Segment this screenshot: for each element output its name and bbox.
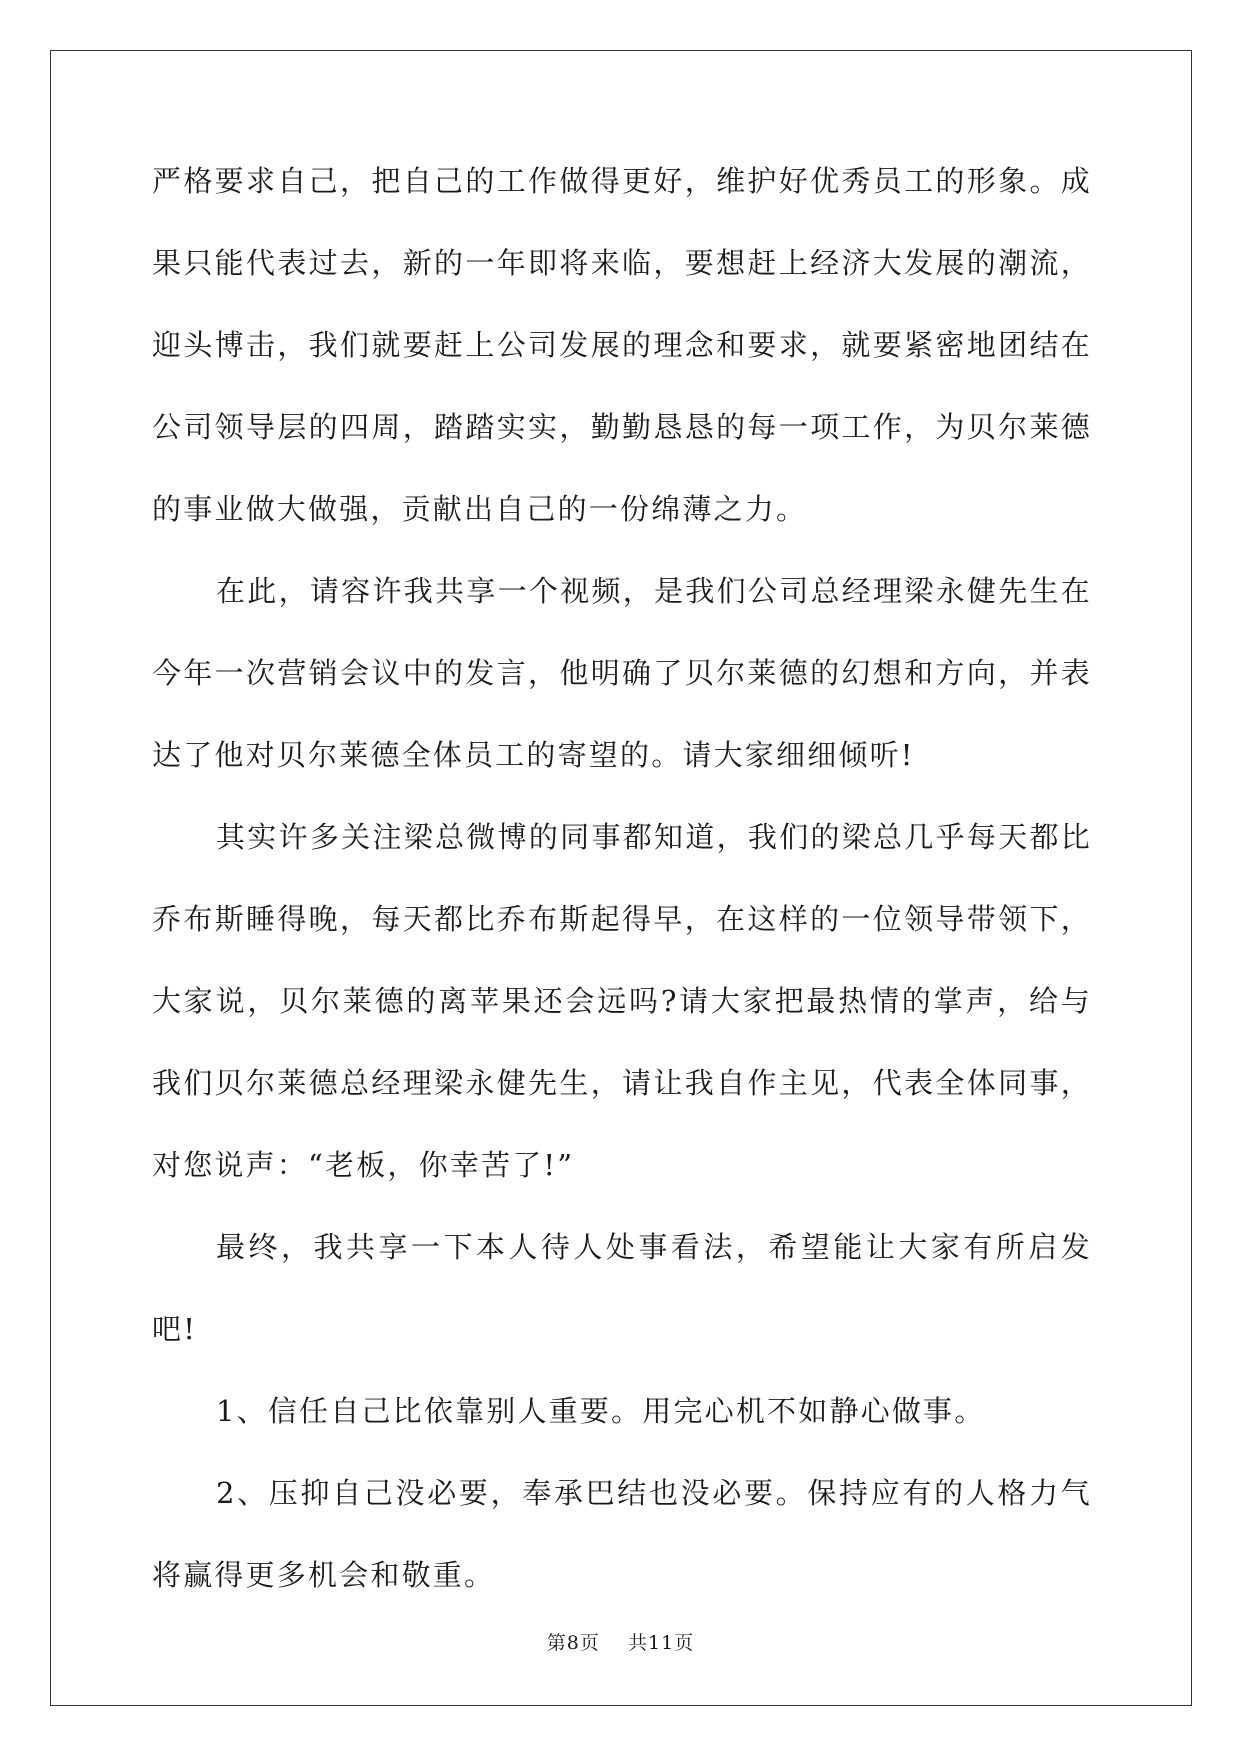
paragraph-1: 严格要求自己，把自己的工作做得更好，维护好优秀员工的形象。成果只能代表过去，新的一年即将来临，要想赶上经济大发展的潮流，迎头博击，我们就要赶上公司发展的理念和要求，就要紧密地团结在公司领导层的四周，踏踏实实，勤勤恳恳的每一项工作，为贝尔莱德的事业做大做强，贡献出自己的一份绵薄之力。 xyxy=(152,164,1092,526)
page-number: 第8页 xyxy=(546,1632,600,1654)
page-total: 共11页 xyxy=(628,1632,695,1654)
list-item-2: 2、压抑自己没必要，奉承巴结也没必要。保持应有的人格力气将赢得更多机会和敬重。 xyxy=(152,1476,1092,1592)
list-item-1: 1、信任自己比依靠别人重要。用完心机不如静心做事。 xyxy=(216,1394,986,1428)
paragraph-3: 其实许多关注梁总微博的同事都知道，我们的梁总几乎每天都比乔布斯睡得晚，每天都比乔布斯起得早，在这样的一位领导带领下，大家说，贝尔莱德的离苹果还会远吗?请大家把最热情的掌声，给与我们贝尔莱德总经理梁永健先生，请让我自作主见，代表全体同事，对您说声：“老板，你幸苦了!” xyxy=(152,820,1092,1182)
paragraph-2: 在此，请容许我共享一个视频，是我们公司总经理梁永健先生在今年一次营销会议中的发言，他明确了贝尔莱德的幻想和方向，并表达了他对贝尔莱德全体员工的寄望的。请大家细细倾听! xyxy=(152,574,1092,772)
page-footer xyxy=(0,1628,1241,1655)
paragraph-4: 最终，我共享一下本人待人处事看法，希望能让大家有所启发吧! xyxy=(152,1230,1092,1346)
document-body xyxy=(152,140,1092,1616)
